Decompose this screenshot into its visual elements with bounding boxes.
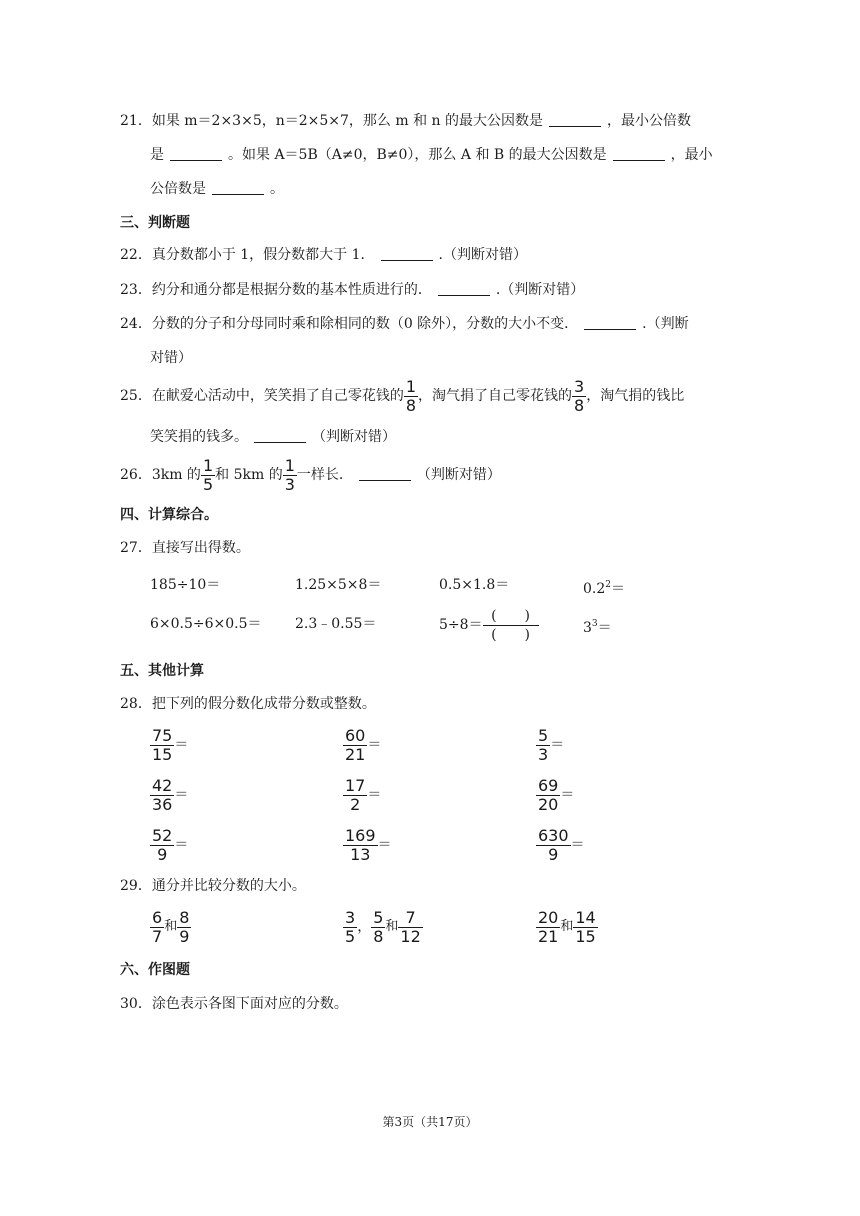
convert-item: $\frac{52}{9}$ ＝ xyxy=(152,825,189,864)
calc-item: 1.25×5×8＝ xyxy=(295,577,382,593)
q21-line1: 21．如果 m＝2×3×5，n＝2×5×7，那么 m 和 n 的最大公因数是 ，最小公倍数 xyxy=(120,113,692,129)
calc-item: 6×0.5÷6×0.5＝ xyxy=(150,616,262,632)
q24: 24．分数的分子和分母同时乘和除相同的数（0 除外），分数的大小不变． .（判断 xyxy=(120,316,689,332)
convert-item: $\frac{69}{20}$ ＝ xyxy=(538,775,575,814)
answer-blank[interactable] xyxy=(613,146,665,161)
convert-item: $\frac{60}{21}$ ＝ xyxy=(345,725,382,764)
convert-item: $\frac{75}{15}$ ＝ xyxy=(152,725,189,764)
convert-item: $\frac{42}{36}$ ＝ xyxy=(152,775,189,814)
answer-blank[interactable] xyxy=(359,466,411,481)
answer-blank[interactable] xyxy=(254,428,306,443)
q22: 22．真分数都小于 1，假分数都大于 1． .（判断对错） xyxy=(120,247,527,263)
q27-title: 27．直接写出得数。 xyxy=(120,540,250,556)
fraction: $\frac{1}{8}$ xyxy=(405,376,417,415)
fraction: $\frac{1}{3}$ xyxy=(284,455,295,494)
answer-blank[interactable] xyxy=(438,281,490,296)
q28-title: 28．把下列的假分数化成带分数或整数。 xyxy=(120,696,376,712)
calc-item: $0.2^2=$ xyxy=(583,580,625,597)
answer-blank[interactable] xyxy=(584,315,636,330)
page-footer: 第3页（共17页） xyxy=(382,1115,478,1129)
section-title: 三、判断题 xyxy=(120,215,190,231)
q30-title: 30．涂色表示各图下面对应的分数。 xyxy=(120,996,348,1012)
fraction: $\frac{3}{8}$ xyxy=(574,376,585,415)
fraction: $\frac{1}{5}$ xyxy=(202,455,214,494)
convert-item: $\frac{169}{13}$ ＝ xyxy=(345,825,392,864)
q24-line2: 对错） xyxy=(150,350,192,366)
q21-line2: 是 。如果 A＝5B（A≠0，B≠0），那么 A 和 B 的最大公因数是 ，最小 xyxy=(150,147,713,163)
convert-item: $\frac{5}{3}$ ＝ xyxy=(538,725,565,764)
section-title: 五、其他计算 xyxy=(120,663,204,679)
section-title: 六、作图题 xyxy=(120,962,190,978)
convert-item: $\frac{630}{9}$ ＝ xyxy=(538,825,585,864)
compare-item: $\frac{6}{7}$ 和 $\frac{8}{9}$ xyxy=(152,907,190,946)
calc-item: $3^3=$ xyxy=(583,619,612,636)
q29-title: 29．通分并比较分数的大小。 xyxy=(120,878,306,894)
calc-item: 185÷10＝ xyxy=(150,577,221,593)
q21-line3: 公倍数是 。 xyxy=(150,181,284,197)
q25-line2: 笑笑捐的钱多。 （判断对错） xyxy=(150,429,396,445)
answer-blank[interactable] xyxy=(170,146,222,161)
q23: 23．约分和通分都是根据分数的基本性质进行的． .（判断对错） xyxy=(120,282,585,298)
q25-line1: 25．在献爱心活动中，笑笑捐了自己零花钱的 $\frac{1}{8}$ ，淘气捐了自己零花钱的 $\frac{3}{8}$ ，淘气捐的钱比 xyxy=(120,376,685,415)
calc-item: 0.5×1.8＝ xyxy=(439,577,510,593)
calc-item: 2.3﹣0.55＝ xyxy=(295,616,377,632)
section-title: 四、计算综合。 xyxy=(120,507,218,523)
fraction-blank[interactable]: $\frac{( )}{( )}$ xyxy=(483,607,539,644)
q26: 26．3km 的 $\frac{1}{5}$ 和 5km 的 $\frac{1}{3}$ 一样长． （判断对错） xyxy=(120,455,501,494)
answer-blank[interactable] xyxy=(381,246,433,261)
convert-item: $\frac{17}{2}$ ＝ xyxy=(345,775,382,814)
calc-item: 5÷8＝ $\frac{( )}{( )}$ xyxy=(439,606,539,644)
compare-item: $\frac{20}{21}$ 和 $\frac{14}{15}$ xyxy=(538,907,596,946)
answer-blank[interactable] xyxy=(212,180,264,195)
answer-blank[interactable] xyxy=(549,112,601,127)
compare-item: $\frac{3}{5}$ ， $\frac{5}{8}$ 和 $\frac{7}{12}$ xyxy=(345,907,421,946)
